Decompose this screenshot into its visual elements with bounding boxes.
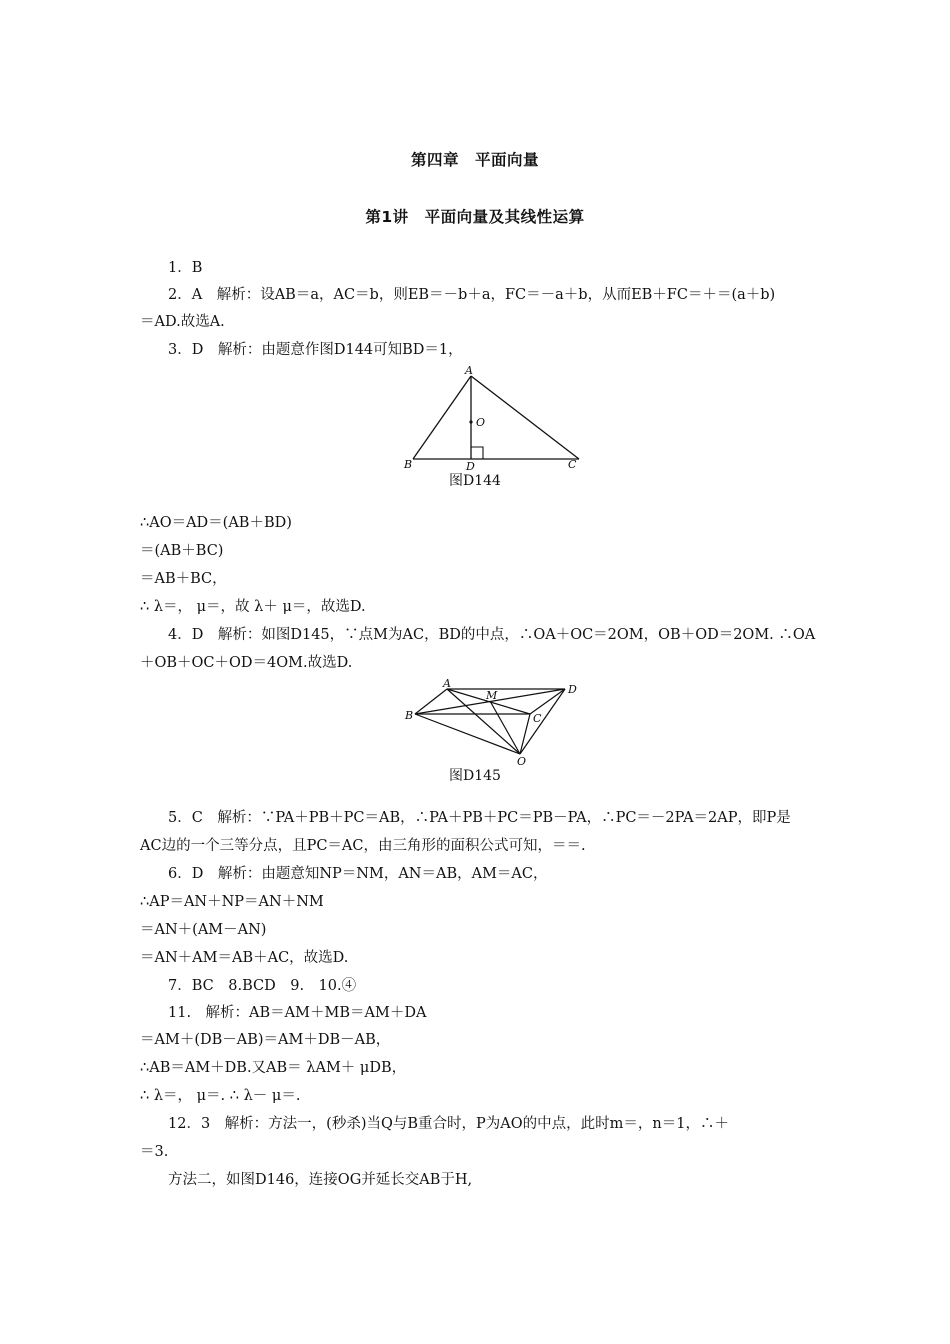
segment-ab (415, 689, 447, 714)
segment-ob (415, 714, 520, 754)
answer-line: ∴AP＝AN＋NP＝AN＋NM (140, 894, 324, 910)
figure-d145 (400, 678, 590, 768)
answer-line: ＝AB＋BC， (140, 571, 227, 587)
answer-line: 7．BC 8.BCD 9. 10.④ (168, 978, 357, 994)
segment-om (490, 701, 520, 754)
answer-line: ＝AD.故选A. (140, 314, 225, 330)
answer-line: 1．B (168, 260, 203, 276)
answer-line: ＝(AB＋BC) (140, 543, 224, 559)
segment-ab (413, 376, 471, 459)
section-title: 第1讲 平面向量及其线性运算 (365, 208, 585, 226)
label-b: B (405, 709, 414, 722)
figure-d144 (395, 364, 595, 476)
label-c: C (533, 712, 542, 725)
label-o: O (476, 416, 486, 429)
answer-line: ＝3. (140, 1144, 169, 1160)
answer-line: 2．A 解析：设AB＝a，AC＝b，则EB＝－b＋a，FC＝－a＋b，从而EB＋FC＝＋＝(a＋b) (168, 287, 776, 303)
answer-line: 12．3 解析：方法一，(秒杀)当Q与B重合时，P为AO的中点，此时m＝，n＝1，∴＋ (168, 1116, 729, 1132)
label-c: C (568, 458, 577, 471)
segment-od (520, 689, 565, 754)
label-m: M (486, 689, 498, 702)
figure-caption-d145: 图D145 (449, 768, 501, 784)
answer-line: ＋OB＋OC＋OD＝4OM.故选D. (140, 655, 353, 671)
label-b: B (404, 458, 413, 471)
answer-line: ∴AB＝AM＋DB.又AB＝ λAM＋ μDB， (140, 1060, 407, 1076)
answer-line: 3．D 解析：由题意作图D144可知BD＝1， (168, 342, 463, 358)
answer-line: ＝AM＋(DB－AB)＝AM＋DB－AB， (140, 1032, 391, 1048)
label-d: D (568, 683, 577, 696)
right-angle-mark (471, 447, 483, 459)
answer-line: 4．D 解析：如图D145，∵点M为AC，BD的中点，∴OA＋OC＝2OM，OB＋OD＝2OM. ∴OA (168, 627, 816, 643)
label-a: A (443, 678, 451, 690)
label-o: O (517, 755, 527, 768)
figure-caption-d144: 图D144 (449, 473, 501, 489)
answer-line: 方法二，如图D146，连接OG并延长交AB于H, (168, 1172, 473, 1188)
label-a: A (465, 364, 473, 377)
answer-line: 5．C 解析：∵PA＋PB＋PC＝AB，∴PA＋PB＋PC＝PB－PA，∴PC＝－2PA＝2AP，即P是 (168, 810, 791, 826)
segment-ac (471, 376, 579, 459)
label-d: D (466, 460, 475, 473)
answer-line: ＝AN＋AM＝AB＋AC，故选D. (140, 950, 349, 966)
answer-line: ∴ λ＝， μ＝. ∴ λ－ μ＝. (140, 1088, 301, 1104)
answer-line: 11. 解析：AB＝AM＋MB＝AM＋DA (168, 1005, 427, 1021)
segment-oc (520, 714, 530, 754)
answer-line: 6．D 解析：由题意知NP＝NM，AN＝AB，AM＝AC， (168, 866, 548, 882)
segment-cd (530, 689, 565, 714)
answer-line: ＝AN＋(AM－AN) (140, 922, 267, 938)
chapter-title: 第四章 平面向量 (410, 151, 539, 169)
answer-line: ∴AO＝AD＝(AB＋BD) (140, 515, 292, 531)
answer-line: AC边的一个三等分点，且PC＝AC，由三角形的面积公式可知，＝＝. (140, 838, 586, 854)
point-o (469, 420, 472, 423)
answer-line: ∴ λ＝， μ＝，故 λ＋ μ＝，故选D. (140, 599, 366, 615)
